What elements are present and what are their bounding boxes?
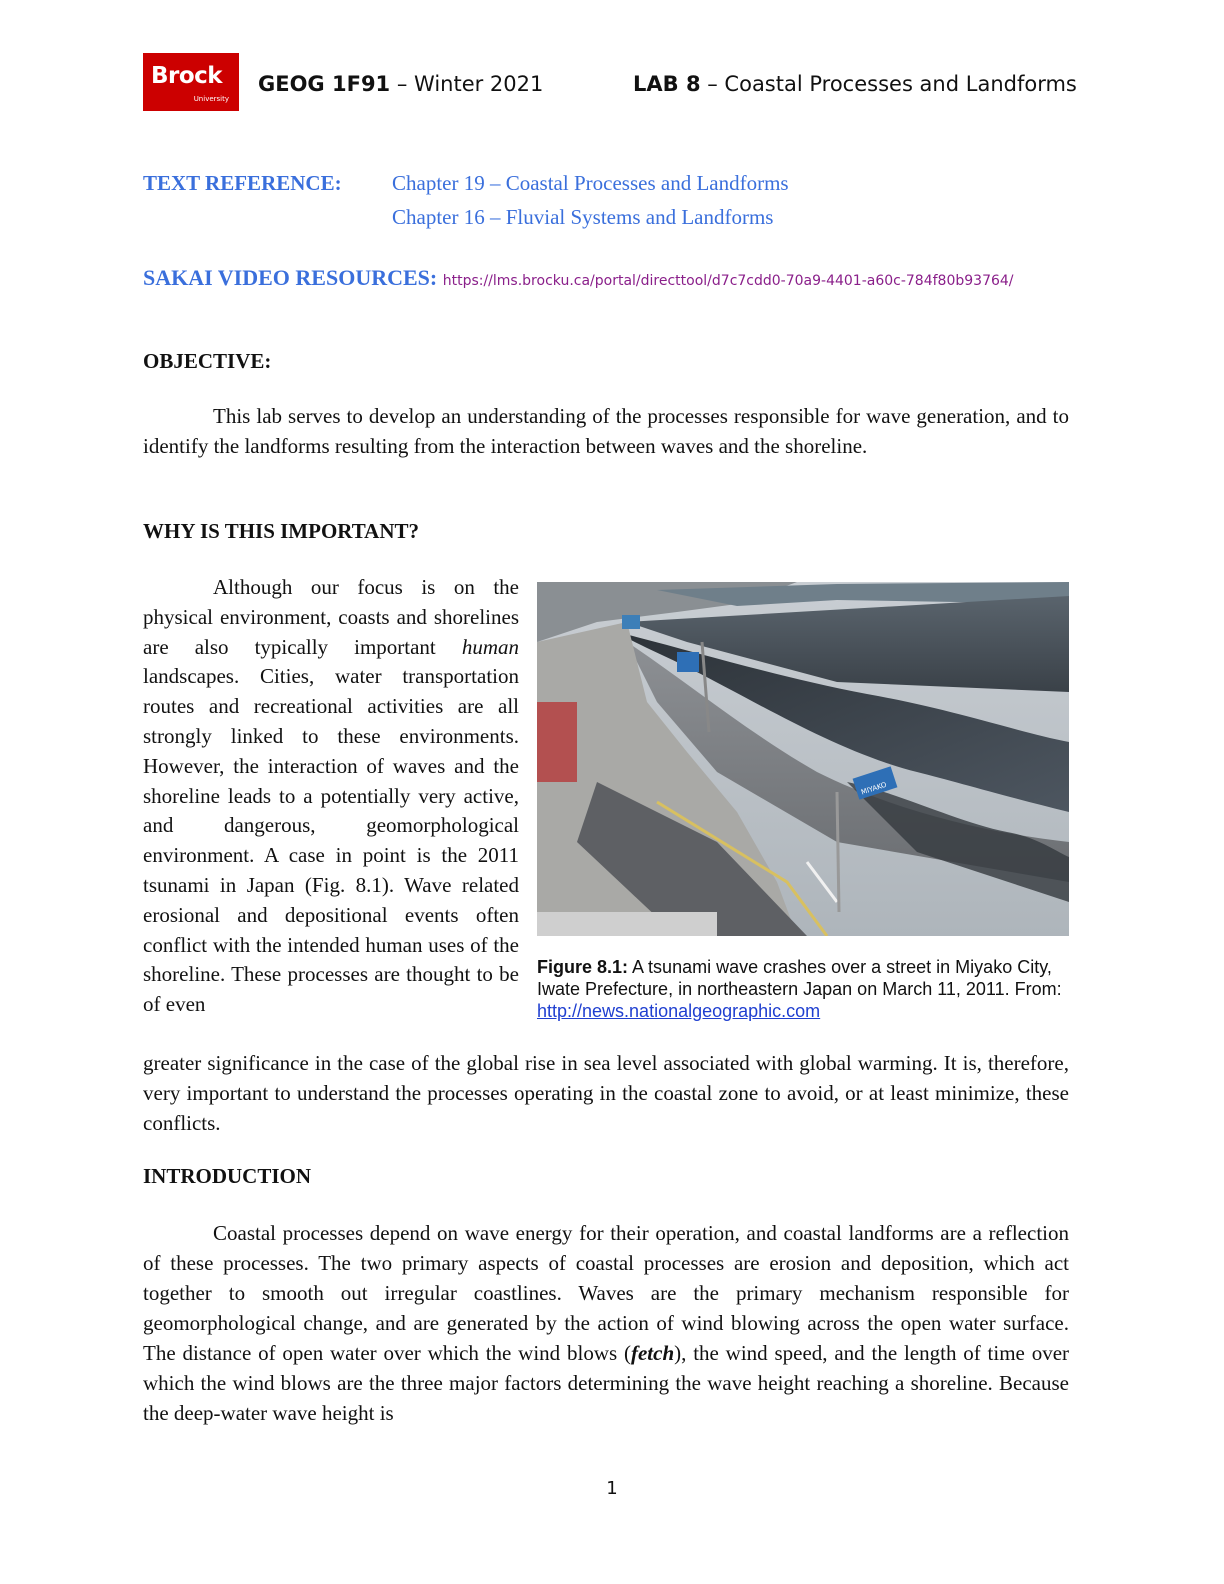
text-run: Although our focus is on the physical environment, coasts and shorelines are also typically important [143,575,519,659]
text-run: landscapes. Cities, water transportation routes and recreational activities are all strongly linked to these environments. However, the interaction of waves and the shoreline leads to a potentially very active, and dangerous, geomorphological environment. A case in point is the 2011 tsunami in Japan (Fig. 8.1). Wave related erosional and depositional events often conflict with the intended human uses of the shoreline. These processes are thought to be of even [143,664,519,1017]
street-sign-text: MIYAKO [860,780,888,797]
text-run: ), the wind speed, and the length of time over which the wind blows are the three major factors determining the wave height reaching a shoreline. Because the deep-water wave height is [143,1341,1070,1425]
emphasis-human: human [461,634,519,659]
figure-label: Figure 8.1: [537,957,629,977]
importance-continued-text: greater significance in the case of the global rise in sea level associated with global warming. It is, therefore, very important to understand the processes operating in the coastal zone to avoid, or at least minimize, these conflicts. [143,1051,1069,1135]
lab-header [633,72,1077,96]
logo-subtitle: University [193,95,229,103]
introduction-text [143,1218,1069,1428]
tsunami-photo [537,582,1069,936]
objective-text: This lab serves to develop an understanding of the processes responsible for wave generation, and to identify the landforms resulting from the interaction between waves and the shoreline. [143,404,1069,458]
reference-line: Chapter 19 – Coastal Processes and Landforms [392,171,789,195]
page-number: 1 [606,1478,618,1499]
text-run: Coastal processes depend on wave energy for their operation, and coastal landforms are a reflection of these processes. The two primary aspects of coastal processes are erosion and deposition, which act together to smooth out irregular coastlines. Waves are the primary mechanism responsible for geomorphological change, and are generated by the action of wind blowing across the open water surface. The distance of open water over which the wind blows ( [143,1221,1069,1365]
text-reference-label: TEXT REFERENCE: [143,171,342,195]
figure-source-link[interactable]: http://news.nationalgeographic.com [537,1001,821,1021]
figure-caption-text: A tsunami wave crashes over a street in Miyako City, Iwate Prefecture, in northeastern Japan on March 11, 2011. From: [537,957,1062,999]
sakai-link[interactable]: https://lms.brocku.ca/portal/directtool/d7c7cdd0-70a9-4401-a60c-784f80b93764/ [442,273,1014,289]
logo-wordmark: Brock [151,63,223,89]
course-term: – Winter 2021 [390,72,544,96]
figure-caption [537,956,1077,1022]
introduction-heading: INTRODUCTION [143,1164,312,1188]
objective-heading: OBJECTIVE: [143,349,272,373]
lab-title: – Coastal Processes and Landforms [700,72,1077,96]
term-fetch: fetch [630,1341,675,1365]
course-header [258,72,543,96]
course-code: GEOG 1F91 [258,72,391,96]
importance-heading: WHY IS THIS IMPORTANT? [143,519,420,543]
importance-wrapped-text [143,573,519,1020]
brock-logo [143,53,239,111]
lab-code: LAB 8 [633,72,701,96]
sakai-video-resources [143,265,1014,291]
sakai-label: SAKAI VIDEO RESOURCES: [143,265,438,290]
reference-line: Chapter 16 – Fluvial Systems and Landforms [392,205,774,229]
